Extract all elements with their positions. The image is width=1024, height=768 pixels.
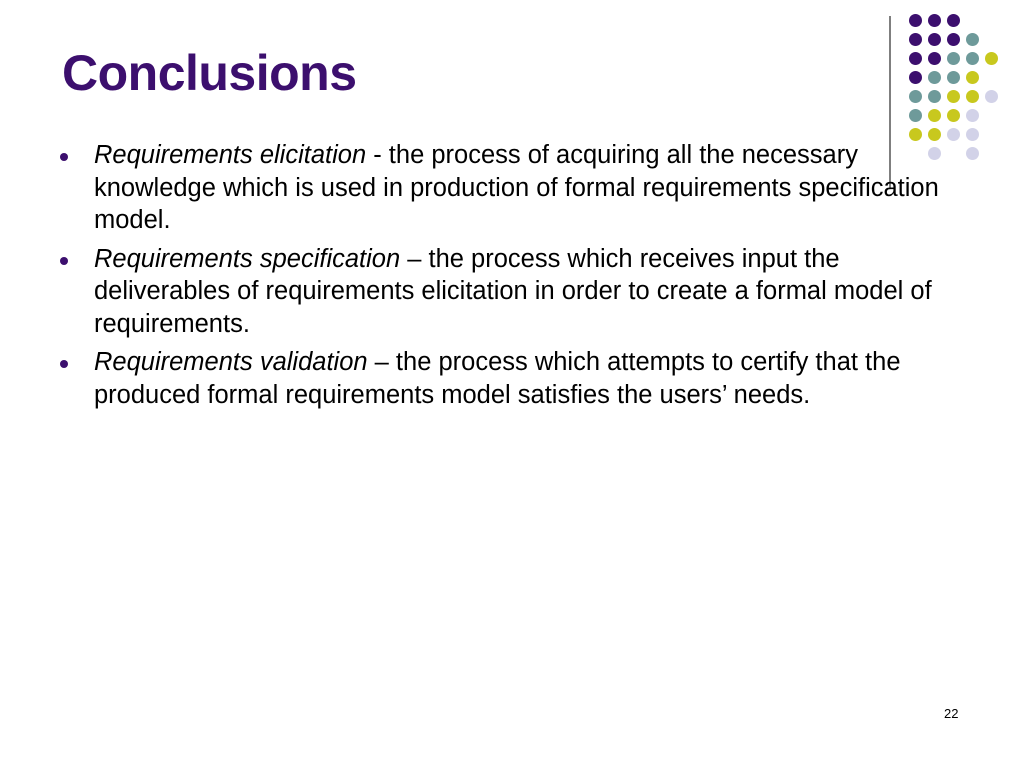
decorative-dot xyxy=(928,52,941,65)
decorative-dot xyxy=(909,52,922,65)
bullet-term: Requirements validation xyxy=(94,348,368,376)
decorative-dot xyxy=(909,90,922,103)
decorative-dot xyxy=(947,71,960,84)
decorative-dot xyxy=(947,33,960,46)
bullet-item xyxy=(56,346,956,411)
decorative-dot xyxy=(909,71,922,84)
bullet-dot-icon xyxy=(60,360,68,368)
decorative-dot xyxy=(966,128,979,141)
decorative-dot xyxy=(947,90,960,103)
decorative-dot xyxy=(928,14,941,27)
bullet-list xyxy=(56,139,956,417)
bullet-term: Requirements specification xyxy=(94,244,401,273)
decorative-dot xyxy=(928,33,941,46)
decorative-dot xyxy=(947,14,960,27)
bullet-item xyxy=(56,139,956,237)
decorative-dot xyxy=(985,52,998,65)
decorative-dot xyxy=(947,109,960,122)
bullet-dot-icon xyxy=(60,257,68,265)
decorative-dot xyxy=(966,33,979,46)
decorative-dot xyxy=(966,109,979,122)
decorative-dot xyxy=(966,71,979,84)
bullet-text: - the process of acquiring all the necessary knowledge which is used in production of formal requirements specification model. xyxy=(94,141,939,234)
decorative-dot xyxy=(928,90,941,103)
decorative-dot xyxy=(985,90,998,103)
decorative-dot xyxy=(966,147,979,160)
bullet-dot-icon xyxy=(60,153,68,161)
bullet-term: Requirements elicitation xyxy=(94,141,367,169)
page-number: 22 xyxy=(944,706,959,721)
decorative-dot xyxy=(909,109,922,122)
decorative-dot xyxy=(966,90,979,103)
decorative-dot xyxy=(966,52,979,65)
bullet-text: – the process which receives input the deliverables of requirements elicitation in order to create a formal model of requirements. xyxy=(94,244,932,338)
decorative-dot xyxy=(909,33,922,46)
decorative-dot xyxy=(928,71,941,84)
bullet-item xyxy=(56,243,956,341)
decorative-dot xyxy=(947,52,960,65)
decorative-dot xyxy=(909,14,922,27)
decorative-dot xyxy=(928,109,941,122)
bullet-text: – the process which attempts to certify that the produced formal requirements model satisfies the users’ needs. xyxy=(94,348,901,409)
slide-title: Conclusions xyxy=(62,45,357,101)
